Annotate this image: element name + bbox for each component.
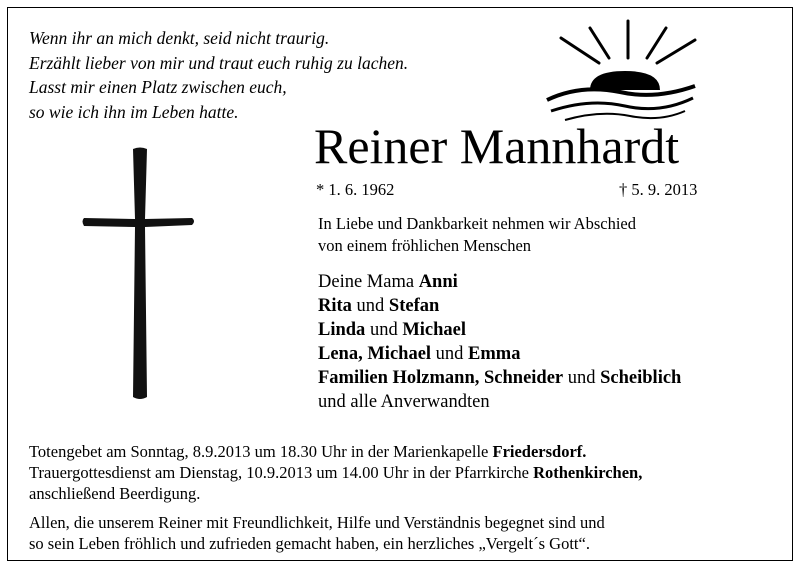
family-list bbox=[318, 270, 681, 414]
announcement-place: Friedersdorf. bbox=[492, 442, 587, 461]
family-name: Scheiblich bbox=[600, 368, 682, 388]
thanks-line: so sein Leben fröhlich und zufrieden gemacht haben, ein herzliches „Vergelt´s Gott“. bbox=[29, 534, 590, 553]
birth-date: * 1. 6. 1962 bbox=[316, 180, 395, 199]
family-text: und bbox=[563, 368, 601, 388]
family-line bbox=[318, 342, 681, 366]
family-text: Deine Mama bbox=[318, 272, 419, 292]
announcement-line: anschließend Beerdigung. bbox=[29, 484, 201, 503]
family-line bbox=[318, 294, 681, 318]
family-line bbox=[318, 270, 681, 294]
family-name: Stefan bbox=[388, 296, 440, 316]
announcement-line bbox=[29, 441, 642, 462]
family-text: und bbox=[365, 320, 403, 340]
family-text: und bbox=[431, 344, 469, 364]
family-line bbox=[318, 318, 681, 342]
announcement-place: Rothenkirchen, bbox=[533, 463, 643, 482]
thanks-text bbox=[29, 512, 605, 554]
poem-line: Lasst mir einen Platz zwischen euch, bbox=[29, 77, 287, 97]
announcement-text: Totengebet am Sonntag, 8.9.2013 um 18.30 Uhr in der Marienkapelle bbox=[29, 442, 493, 461]
thanks-line: Allen, die unserem Reiner mit Freundlichkeit, Hilfe und Verständnis begegnet sind und bbox=[29, 513, 605, 532]
intro-line: In Liebe und Dankbarkeit nehmen wir Abschied bbox=[318, 214, 636, 233]
announcement-line bbox=[29, 462, 642, 483]
deceased-name: Reiner Mannhardt bbox=[314, 118, 680, 174]
poem-line: so wie ich ihn im Leben hatte. bbox=[29, 101, 239, 122]
announcement-text: Trauergottesdienst am Dienstag, 10.9.2013 um 14.00 Uhr in der Pfarrkirche bbox=[29, 463, 534, 482]
family-name: Michael bbox=[402, 320, 467, 340]
family-name: Lena, Michael bbox=[318, 344, 432, 364]
family-name: Anni bbox=[418, 272, 458, 292]
family-name: Linda bbox=[318, 320, 366, 340]
sunrise-icon bbox=[535, 18, 700, 123]
death-date: † 5. 9. 2013 bbox=[619, 180, 698, 199]
poem bbox=[29, 26, 408, 124]
intro-line: von einem fröhlichen Menschen bbox=[318, 236, 532, 255]
family-line bbox=[318, 366, 681, 390]
family-line: und alle Anverwandten bbox=[318, 392, 490, 412]
family-name: Emma bbox=[468, 344, 521, 364]
family-name: Rita bbox=[318, 296, 352, 316]
poem-line: Erzählt lieber von mir und traut euch ruhig zu lachen. bbox=[29, 52, 409, 73]
family-text: und bbox=[351, 296, 389, 316]
cross-icon bbox=[80, 145, 200, 405]
family-name: Familien Holzmann, Schneider bbox=[318, 368, 564, 388]
poem-line: Wenn ihr an mich denkt, seid nicht traurig. bbox=[29, 28, 330, 48]
farewell-intro bbox=[318, 213, 636, 257]
obituary-notice bbox=[7, 7, 793, 561]
service-announcements bbox=[29, 441, 642, 504]
